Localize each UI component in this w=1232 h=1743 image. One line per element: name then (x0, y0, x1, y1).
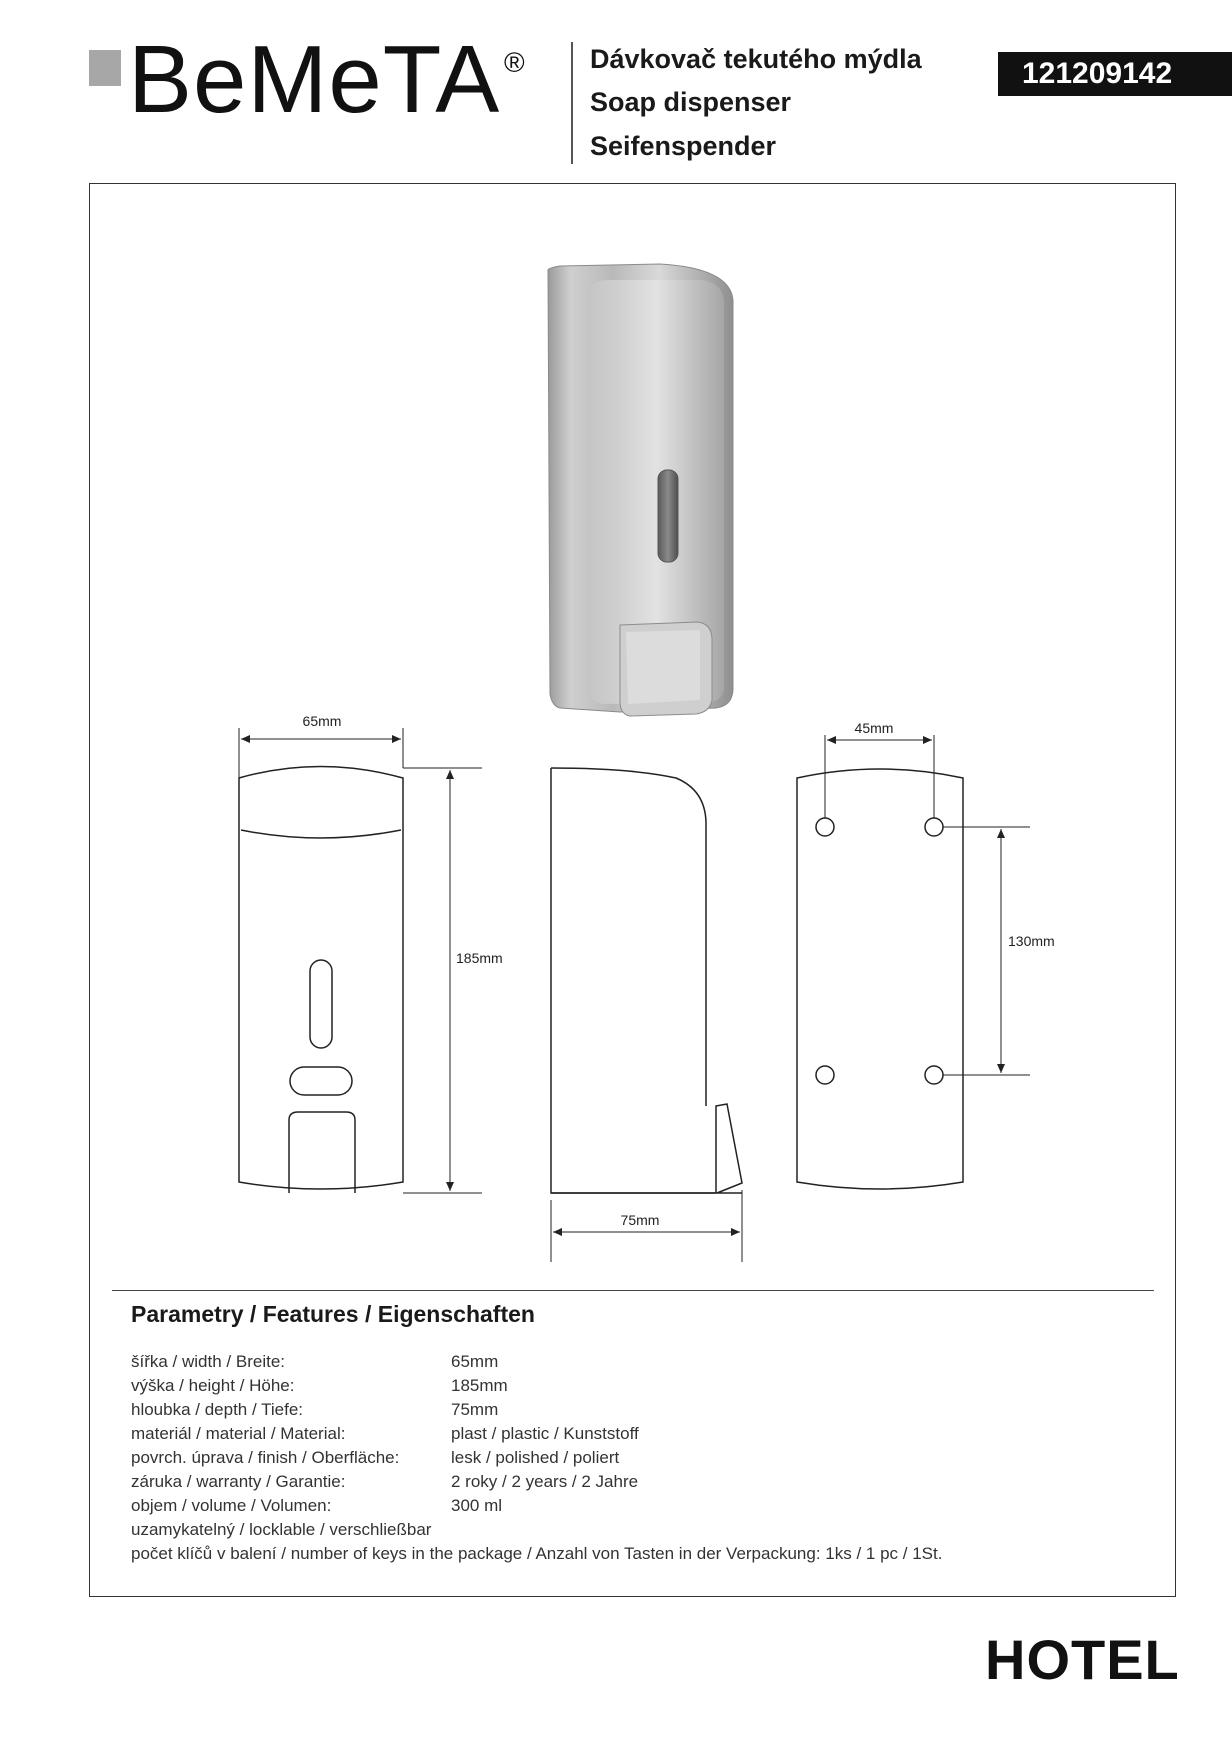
feature-value: 75mm (451, 1400, 499, 1419)
feature-label: výška / height / Höhe: (131, 1376, 295, 1395)
feature-label: povrch. úprava / finish / Oberfläche: (131, 1448, 400, 1467)
side-depth-label: 75mm (620, 1212, 660, 1228)
feature-label: materiál / material / Material: (131, 1424, 346, 1443)
header-divider (571, 42, 573, 164)
feature-label: záruka / warranty / Garantie: (131, 1472, 346, 1491)
brand-logo: BeMeTA (128, 26, 501, 133)
feature-label: počet klíčů v balení / number of keys in the package / Anzahl von Tasten in der Verpackung: 1ks / 1 pc / 1St. (131, 1544, 943, 1563)
title-czech: Dávkovač tekutého mýdla (590, 44, 922, 74)
feature-label: hloubka / depth / Tiefe: (131, 1400, 304, 1419)
feature-value: 2 roky / 2 years / 2 Jahre (451, 1472, 639, 1491)
feature-value: lesk / polished / poliert (451, 1448, 620, 1467)
features-divider (112, 1290, 1154, 1291)
feature-value: plast / plastic / Kunststoff (451, 1424, 639, 1443)
title-german: Seifenspender (590, 131, 777, 161)
front-height-label: 185mm (456, 950, 503, 966)
feature-label: objem / volume / Volumen: (131, 1496, 332, 1515)
back-hole-spacing-label: 45mm (854, 720, 894, 736)
features-title: Parametry / Features / Eigenschaften (131, 1301, 535, 1327)
feature-value: 185mm (451, 1376, 508, 1395)
product-code: 121209142 (998, 52, 1232, 96)
registered-mark: ® (504, 47, 525, 78)
logo-square-mark (89, 50, 121, 86)
collection-name: HOTEL (985, 1628, 1180, 1691)
feature-value: 300 ml (451, 1496, 503, 1515)
back-hole-height-label: 130mm (1008, 933, 1055, 949)
feature-value: 65mm (451, 1352, 499, 1371)
feature-label: šířka / width / Breite: (131, 1352, 285, 1371)
title-english: Soap dispenser (590, 87, 792, 117)
feature-label: uzamykatelný / locklable / verschließbar (131, 1520, 432, 1539)
front-width-label: 65mm (302, 713, 342, 729)
